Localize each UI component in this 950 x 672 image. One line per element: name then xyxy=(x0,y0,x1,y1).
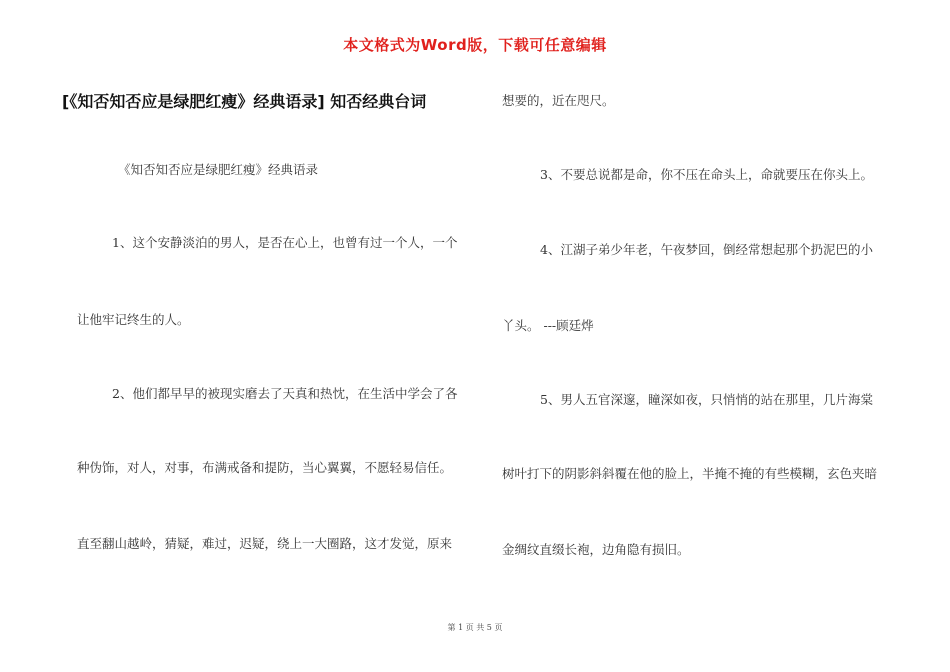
paragraph-5-line-2: 树叶打下的阴影斜斜覆在他的脸上，半掩不掩的有些模糊，玄色夹暗 xyxy=(502,466,878,481)
page-number: 第 1 页 共 5 页 xyxy=(447,623,503,632)
paragraph-3-line-1: 3、不要总说都是命，你不压在命头上，命就要压在你头上。 xyxy=(540,167,873,182)
word-format-banner: 本文格式为Word版，下载可任意编辑 xyxy=(343,36,607,54)
page-title: [《知否知否应是绿肥红瘦》经典语录] 知否经典台词 xyxy=(62,92,427,111)
paragraph-2-line-3: 直至翻山越岭，猜疑，难过，迟疑，绕上一大圈路，这才发觉，原来 xyxy=(77,536,453,551)
paragraph-4-line-2: 丫头。 ---顾廷烨 xyxy=(502,318,594,333)
paragraph-5-line-3: 金绸纹直缀长袍，边角隐有损旧。 xyxy=(502,542,690,557)
subtitle: 《知否知否应是绿肥红瘦》经典语录 xyxy=(118,162,319,177)
paragraph-2-line-2: 种伪饰，对人，对事，布满戒备和提防，当心翼翼，不愿轻易信任。 xyxy=(77,460,453,475)
paragraph-5-line-1: 5、男人五官深邃，瞳深如夜，只悄悄的站在那里，几片海棠 xyxy=(540,392,873,407)
paragraph-4-line-1: 4、江湖子弟少年老，午夜梦回，倒经常想起那个扔泥巴的小 xyxy=(540,242,873,257)
paragraph-2-line-4: 想要的，近在咫尺。 xyxy=(502,93,615,108)
paragraph-1-line-1: 1、这个安静淡泊的男人，是否在心上，也曾有过一个人，一个 xyxy=(112,235,458,250)
paragraph-1-line-2: 让他牢记终生的人。 xyxy=(77,312,190,327)
paragraph-2-line-1: 2、他们都早早的被现实磨去了天真和热忱，在生活中学会了各 xyxy=(112,386,458,401)
